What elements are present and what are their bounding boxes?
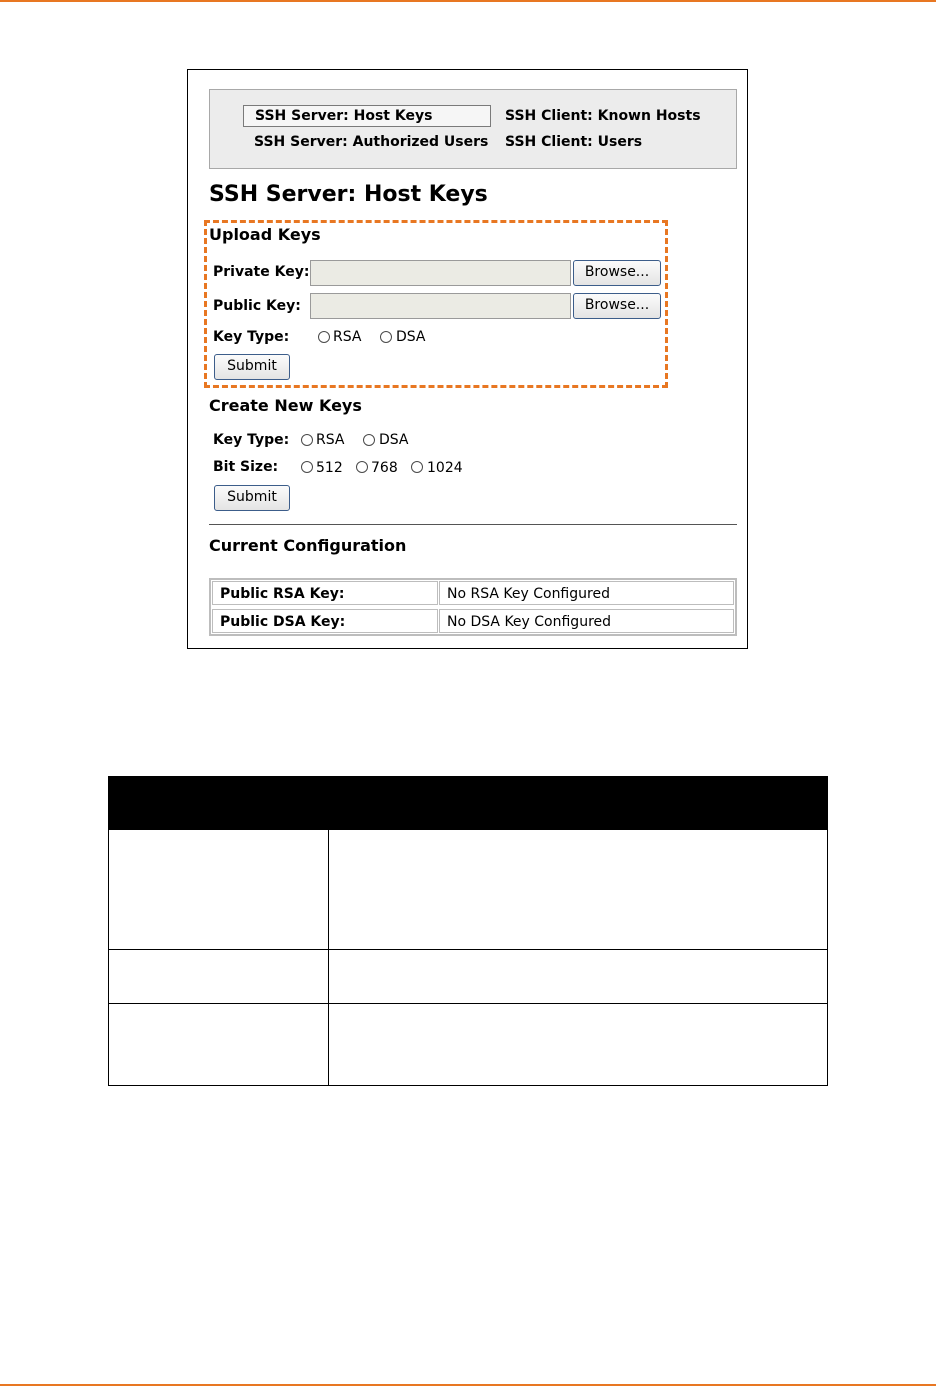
header-cell [328,776,828,830]
setting-cell [109,829,328,845]
tab-ssh-client-users[interactable]: SSH Client: Users [505,134,643,150]
public-key-label: Public Key: [213,298,301,314]
private-key-file-input[interactable] [310,260,571,286]
description-cell [329,829,827,845]
config-key-cell: Public RSA Key: [212,581,438,605]
description-cell [329,950,827,966]
create-rsa-label: RSA [316,432,345,448]
footer-rule [0,1384,936,1386]
upload-dsa-label: DSA [396,329,426,345]
create-submit-button[interactable]: Submit [214,485,290,511]
private-key-label: Private Key: [213,264,310,280]
create-rsa-radio[interactable] [301,434,313,446]
table-row [109,1003,827,1085]
private-key-browse-button[interactable]: Browse... [573,260,661,286]
bit-size-768-label: 768 [371,460,398,476]
table-row [109,949,827,1003]
header-cell [108,776,328,830]
public-key-file-input[interactable] [310,293,571,319]
column-divider [328,776,329,1085]
table-row [109,829,827,949]
upload-rsa-radio[interactable] [318,331,330,343]
setting-cell [109,1004,328,1020]
tab-ssh-client-known-hosts[interactable]: SSH Client: Known Hosts [505,108,701,124]
bit-size-1024-radio[interactable] [411,461,423,473]
create-keys-title: Create New Keys [209,396,362,415]
bit-size-512-label: 512 [316,460,343,476]
current-config-table [209,578,737,636]
create-dsa-radio[interactable] [363,434,375,446]
ssh-tab-bar [209,89,737,169]
screenshot-panel [187,69,748,649]
table-row [211,608,735,634]
bit-size-512-radio[interactable] [301,461,313,473]
current-config-title: Current Configuration [209,536,407,555]
tab-ssh-server-authorized-users[interactable]: SSH Server: Authorized Users [254,134,489,150]
page-title: SSH Server: Host Keys [209,182,488,207]
header-rule [0,0,936,2]
config-value-cell: No RSA Key Configured [439,581,734,605]
upload-keys-title: Upload Keys [209,225,321,244]
bit-size-label: Bit Size: [213,459,279,475]
section-divider [209,524,737,525]
description-table [108,776,828,1086]
description-cell [329,1004,827,1020]
bit-size-768-radio[interactable] [356,461,368,473]
description-table-header [108,776,828,830]
table-row [211,580,735,606]
public-key-browse-button[interactable]: Browse... [573,293,661,319]
setting-cell [109,950,328,966]
upload-submit-button[interactable]: Submit [214,354,290,380]
upload-dsa-radio[interactable] [380,331,392,343]
upload-key-type-label: Key Type: [213,329,290,345]
bit-size-1024-label: 1024 [427,460,463,476]
config-key-cell: Public DSA Key: [212,609,438,633]
config-value-cell: No DSA Key Configured [439,609,734,633]
create-key-type-label: Key Type: [213,432,290,448]
create-dsa-label: DSA [379,432,409,448]
upload-rsa-label: RSA [333,329,362,345]
tab-ssh-server-host-keys[interactable]: SSH Server: Host Keys [243,105,491,127]
